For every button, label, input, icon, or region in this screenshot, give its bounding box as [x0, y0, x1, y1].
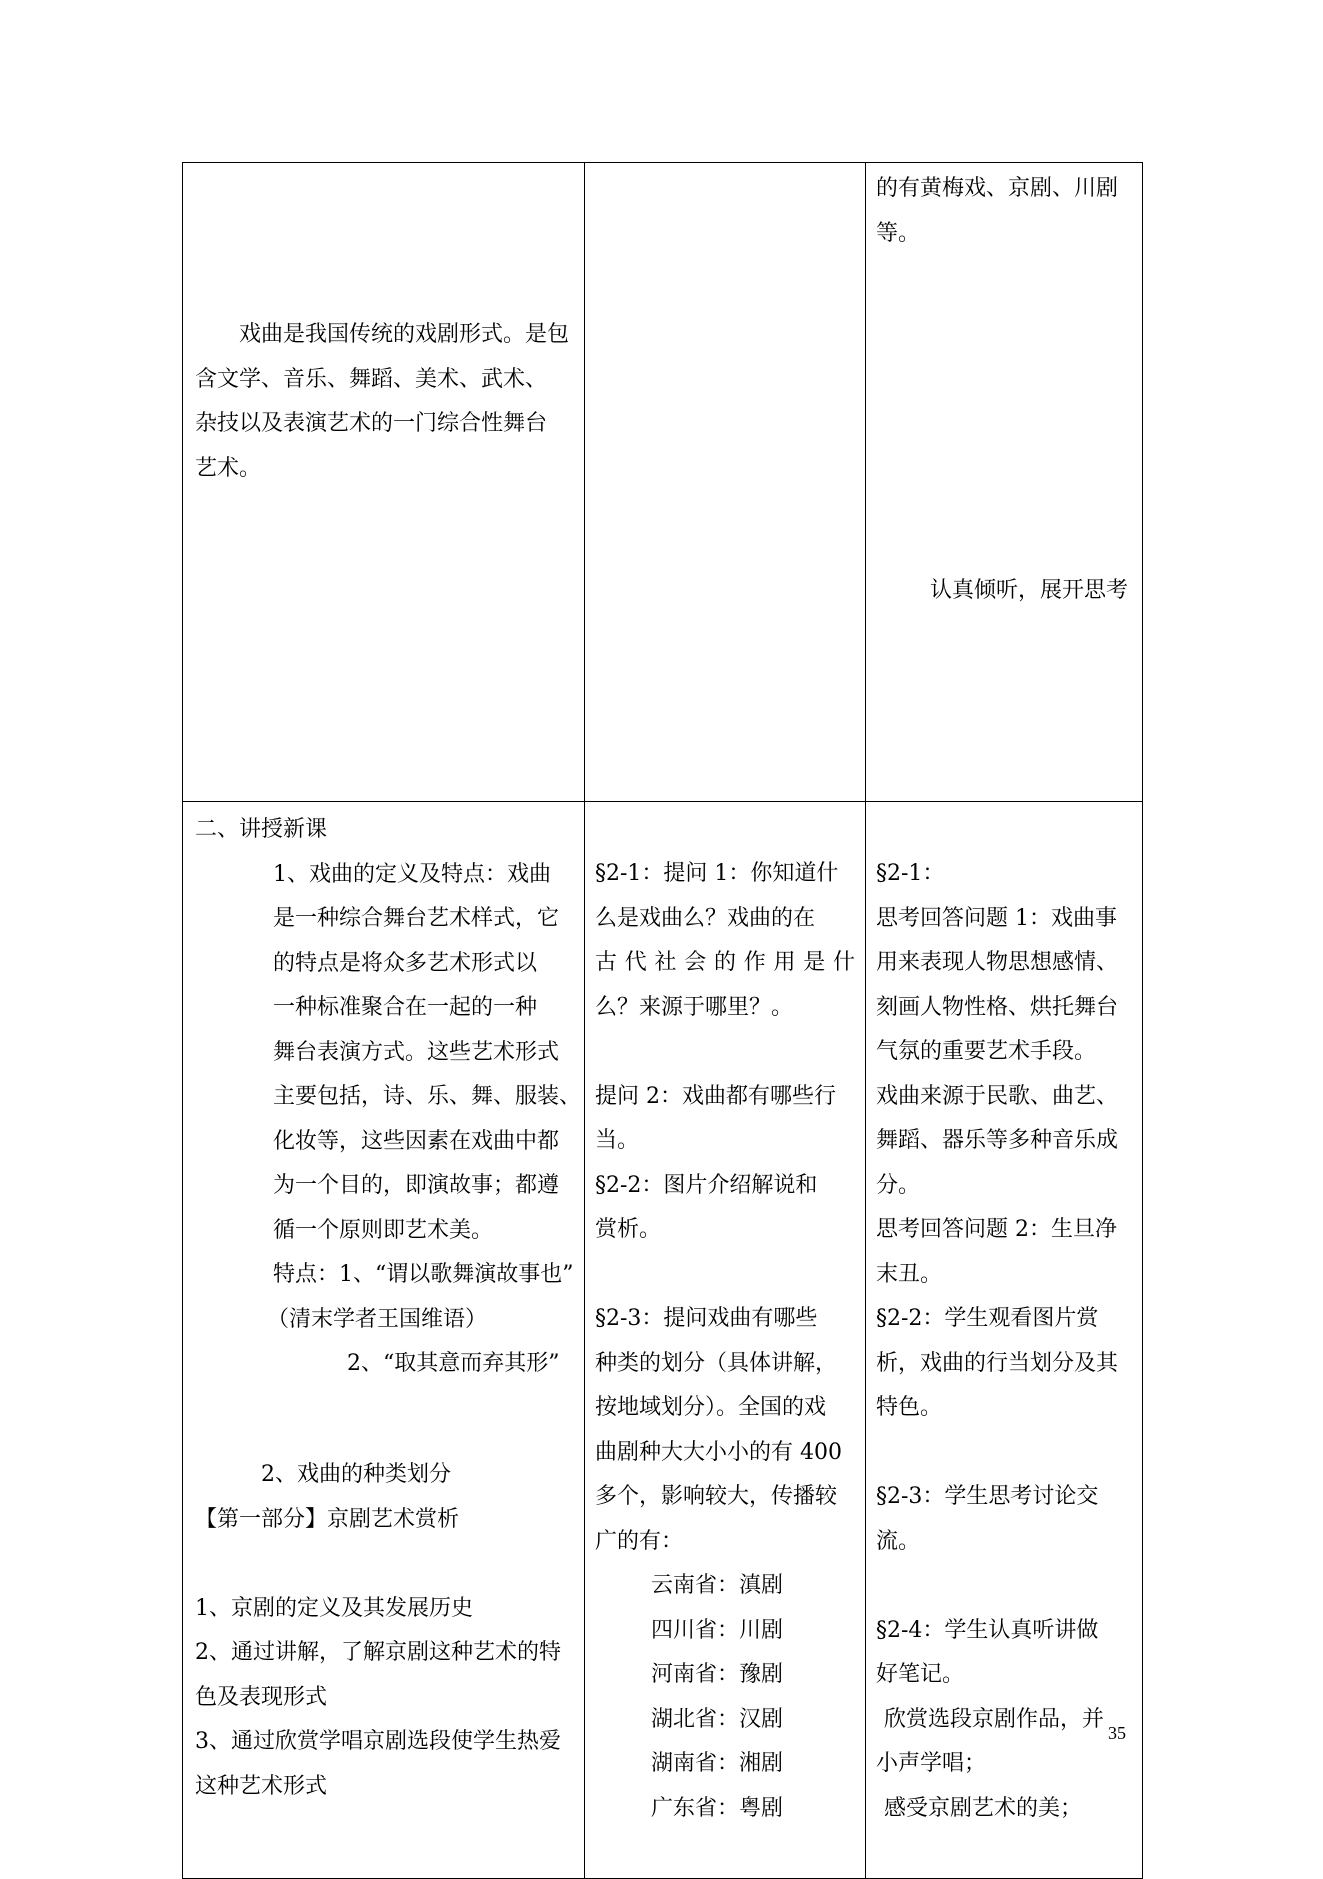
text-line: 的有黄梅戏、京剧、川剧: [876, 176, 1119, 201]
province-item: 湖南省：湘剧: [651, 1751, 784, 1776]
text-line: 曲剧种大大小小的有 400: [595, 1439, 842, 1465]
text-line: 当。: [595, 1128, 640, 1153]
lesson-plan-table: [182, 162, 1143, 1879]
text-line: 气氛的重要艺术手段。: [876, 1039, 1097, 1064]
table-cell-content: [183, 163, 585, 802]
text-line: 戏曲来源于民歌、曲艺、: [876, 1083, 1119, 1109]
text-line: §2-1：: [876, 861, 945, 886]
text-line: 化妆等，这些因素在戏曲中都: [273, 1128, 560, 1154]
text-line: 为一个目的，即演故事；都遵: [273, 1173, 560, 1198]
text-line: 流。: [876, 1528, 921, 1554]
text-line: 2、“取其意而弃其形”: [347, 1351, 560, 1376]
table-row: [183, 163, 1143, 802]
text-line: 刻画人物性格、烘托舞台: [876, 994, 1119, 1020]
subsection-heading: 2、戏曲的种类划分: [261, 1462, 451, 1487]
text-line: 是一种综合舞台艺术样式，它: [273, 906, 560, 931]
province-item: 河南省：豫剧: [651, 1662, 784, 1687]
text-line: 提问 2：戏曲都有哪些行: [595, 1083, 836, 1109]
text-line: 舞蹈、器乐等多种音乐成: [876, 1128, 1119, 1153]
text-line: §2-1：提问 1：你知道什: [595, 861, 839, 886]
text-line: 特点：1、“谓以歌舞演故事也”: [273, 1262, 574, 1287]
text-line: 按地域划分）。全国的戏: [595, 1395, 827, 1420]
goal-item: 3、通过欣赏学唱京剧选段使学生热爱: [195, 1729, 561, 1754]
text-line: 的特点是将众多艺术形式以: [273, 950, 538, 976]
text-line: §2-4：学生认真听讲做: [876, 1617, 1099, 1643]
table-row: [183, 802, 1143, 1879]
text-line: 等。: [876, 220, 921, 246]
text-line: 多个，影响较大，传播较: [595, 1484, 838, 1509]
text-line: 种类的划分（具体讲解，: [595, 1350, 838, 1376]
goal-item: 2、通过讲解，了解京剧这种艺术的特: [195, 1640, 561, 1665]
text-line: 欣赏选段京剧作品，并: [884, 1706, 1105, 1732]
goal-item: 色及表现形式: [195, 1684, 328, 1710]
text-line: 好笔记。: [876, 1662, 965, 1687]
text-line: 析，戏曲的行当划分及其: [876, 1350, 1119, 1376]
text-line: 么是戏曲么？戏曲的在: [595, 905, 816, 931]
page-number: 35: [1108, 1723, 1126, 1743]
text-line: 艺术。: [195, 455, 262, 481]
text-line: 思考回答问题 2：生旦净: [876, 1217, 1117, 1242]
text-line: 一种标准聚合在一起的一种: [273, 995, 538, 1020]
text-line: 主要包括，诗、乐、舞、服装、: [273, 1084, 582, 1109]
text-line: 古代社会的作用是什: [595, 950, 855, 975]
text-line: 舞台表演方式。这些艺术形式: [273, 1039, 560, 1065]
text-line: 1、戏曲的定义及特点：戏曲: [273, 861, 551, 887]
text-line: 思考回答问题 1：戏曲事: [876, 905, 1117, 931]
text-line: 杂技以及表演艺术的一门综合性舞台: [195, 411, 548, 436]
text-line: §2-2：学生观看图片赏: [876, 1306, 1099, 1331]
province-item: 云南省：滇剧: [651, 1573, 784, 1598]
table-cell-teacher: [585, 802, 866, 1879]
text-line: §2-2：图片介绍解说和: [595, 1172, 818, 1198]
text-line: 小声学唱；: [876, 1751, 987, 1776]
text-line: 分。: [876, 1172, 921, 1198]
part-heading: 【第一部分】京剧艺术赏析: [195, 1506, 460, 1532]
province-item: 广东省：粤剧: [651, 1795, 784, 1821]
text-line: 认真倾听，展开思考: [929, 578, 1128, 603]
text-line: 么？来源于哪里？。: [595, 994, 794, 1020]
section-heading: 二、讲授新课: [195, 817, 328, 842]
goal-item: 1、京剧的定义及其发展历史: [195, 1595, 473, 1621]
goal-item: 这种艺术形式: [195, 1773, 328, 1799]
text-line: 赏析。: [595, 1217, 662, 1242]
text-line: 戏曲是我国传统的戏剧形式。是包: [195, 322, 570, 347]
province-item: 湖北省：汉剧: [651, 1706, 784, 1732]
text-line: §2-3：提问戏曲有哪些: [595, 1306, 818, 1331]
table-cell-content: [183, 802, 585, 1879]
text-line: 特色。: [876, 1395, 943, 1420]
table-cell-student: [866, 163, 1143, 802]
province-item: 四川省：川剧: [651, 1617, 784, 1643]
text-line: 含文学、音乐、舞蹈、美术、武术、: [195, 366, 548, 392]
text-line: 循一个原则即艺术美。: [273, 1217, 494, 1243]
text-line: 感受京剧艺术的美；: [884, 1795, 1083, 1821]
text-line: 广的有：: [595, 1528, 684, 1554]
table-cell-teacher: [585, 163, 866, 802]
text-line: §2-3：学生思考讨论交: [876, 1484, 1099, 1509]
text-line: 末丑。: [876, 1261, 943, 1287]
text-line: 用来表现人物思想感情、: [876, 950, 1119, 975]
table-cell-student: [866, 802, 1143, 1879]
text-line: （清末学者王国维语）: [267, 1306, 488, 1332]
